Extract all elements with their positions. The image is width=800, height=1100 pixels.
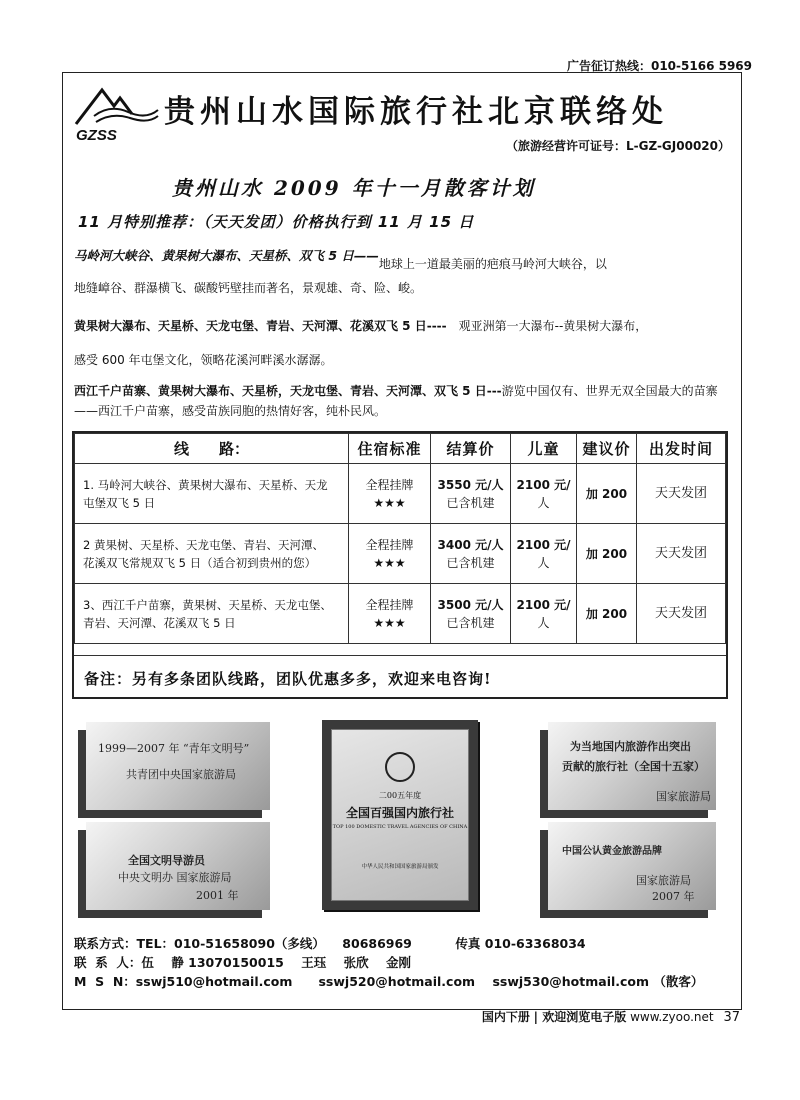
cert-youth-title: 1999—2007 年 “青年文明号” bbox=[98, 742, 250, 755]
page-footer: 国内下册 | 欢迎浏览电子版 www.zyoo.net 37 bbox=[481, 1010, 740, 1025]
table-note: 备注：另有多条团队线路，团队优惠多多，欢迎来电咨询! bbox=[84, 670, 492, 688]
license-number: （旅游经营许可证号：L-GZ-GJ00020） bbox=[505, 139, 730, 153]
footer-section: 国内下册 bbox=[481, 1010, 530, 1024]
cert-contribution-issuer: 国家旅游局 bbox=[656, 790, 711, 803]
plan-title: 贵州山水 2009 年十一月散客计划 bbox=[172, 176, 536, 200]
promo-3 bbox=[74, 381, 734, 421]
promo-2-route: 黄果树大瀑布、天星桥、天龙屯堡、青岩、天河潭、花溪双飞 5 日---- bbox=[74, 319, 447, 333]
promo-1-route: 马岭河大峡谷、黄果树大瀑布、天星桥、双飞 5 日—— bbox=[74, 248, 379, 263]
price-cell: 3550 元/人 已含机建 bbox=[431, 464, 511, 524]
promo-1-desc-2: 地缝嶂谷、群瀑横飞、碳酸钙壁挂而著名，景观雄、奇、险、峻。 bbox=[74, 281, 423, 295]
plaque-issuer: 中华人民共和国国家旅游局颁发 bbox=[361, 864, 439, 870]
page-number: 37 bbox=[723, 1010, 740, 1025]
child-cell: 2100 元/ 人 bbox=[511, 584, 577, 644]
promo-2 bbox=[74, 314, 734, 372]
company-logo bbox=[70, 82, 160, 144]
cert-civilized-guide bbox=[86, 822, 270, 910]
start-cell: 天天发团 bbox=[637, 524, 726, 584]
company-name: 贵州山水国际旅行社北京联络处 bbox=[164, 94, 668, 130]
table-header-row bbox=[75, 434, 726, 464]
footer-site-link[interactable]: www.zyoo.net bbox=[630, 1010, 714, 1024]
child-cell: 2100 元/ 人 bbox=[511, 464, 577, 524]
suggest-cell: 加 200 bbox=[577, 464, 637, 524]
promo-3-desc: 游览中国仅有、世界无双全国最大的苗寨——西江千户苗寨，感受苗族同胞的热情好客，纯朴民风。 bbox=[74, 384, 718, 418]
price-cell: 3500 元/人 已含机建 bbox=[431, 584, 511, 644]
table-row bbox=[75, 524, 726, 584]
hotel-cell: 全程挂牌 ★★★ bbox=[349, 524, 431, 584]
col-route: 线 路： bbox=[75, 434, 349, 464]
promo-2-desc: 观亚洲第一大瀑布--黄果树大瀑布， bbox=[458, 319, 648, 333]
promo-1 bbox=[74, 244, 734, 300]
cert-youth-civilization bbox=[86, 722, 270, 810]
cert-guide-title: 全国文明导游员 bbox=[128, 854, 205, 867]
col-start: 出发时间 bbox=[637, 434, 726, 464]
route-price-table bbox=[72, 431, 728, 699]
cert-guide-year: 2001 年 bbox=[196, 889, 239, 902]
promo-1-desc: 地球上一道最美丽的疤痕马岭河大峡谷，以 bbox=[378, 257, 607, 271]
route-cell: 2 黄果树、天星桥、天龙屯堡、青岩、天河潭、 花溪双飞常规双飞 5 日（适合初到贵州的您） bbox=[75, 524, 349, 584]
contact-msn: M S N：sswj510@hotmail.com sswj520@hotmail.com sswj530@hotmail.com （散客） bbox=[74, 974, 704, 989]
cert-golden-brand bbox=[548, 822, 716, 910]
logo-text: GZSS bbox=[76, 127, 117, 144]
plaque-emblem-icon bbox=[385, 752, 415, 782]
suggest-cell: 加 200 bbox=[577, 524, 637, 584]
cert-guide-issuer: 中央文明办 国家旅游局 bbox=[118, 871, 232, 884]
plaque-english: TOP 100 DOMESTIC TRAVEL AGENCIES OF CHINA bbox=[332, 824, 468, 830]
top100-plaque bbox=[322, 720, 478, 910]
col-hotel: 住宿标准 bbox=[349, 434, 431, 464]
special-recommendation: 11 月特别推荐：（天天发团）价格执行到 11 月 15 日 bbox=[78, 213, 475, 231]
start-cell: 天天发团 bbox=[637, 584, 726, 644]
contact-persons: 联 系 人：伍 静 13070150015 王珏 张欣 金刚 bbox=[74, 955, 412, 970]
table-row bbox=[75, 584, 726, 644]
cert-contribution bbox=[548, 722, 716, 810]
ad-hotline: 广告征订热线：010-5166 5969 bbox=[566, 59, 752, 73]
plaque-title: 全国百强国内旅行社 bbox=[345, 806, 454, 820]
cert-brand-issuer: 国家旅游局 bbox=[636, 874, 691, 887]
start-cell: 天天发团 bbox=[637, 464, 726, 524]
col-price: 结算价 bbox=[431, 434, 511, 464]
promo-3-route: 西江千户苗寨、黄果树大瀑布、天星桥，天龙屯堡、青岩、天河潭、双飞 5 日--- bbox=[74, 384, 502, 398]
hotel-cell: 全程挂牌 ★★★ bbox=[349, 584, 431, 644]
cert-youth-issuer: 共青团中央国家旅游局 bbox=[126, 768, 236, 781]
plaque-year: 二00五年度 bbox=[378, 791, 422, 800]
route-cell: 3、西江千户苗寨，黄果树、天星桥、天龙屯堡、 青岩、天河潭、花溪双飞 5 日 bbox=[75, 584, 349, 644]
cert-brand-year: 2007 年 bbox=[652, 890, 695, 903]
footer-slogan: 欢迎浏览电子版 bbox=[542, 1010, 627, 1024]
price-cell: 3400 元/人 已含机建 bbox=[431, 524, 511, 584]
child-cell: 2100 元/ 人 bbox=[511, 524, 577, 584]
col-child: 儿童 bbox=[511, 434, 577, 464]
cert-brand-title: 中国公认黄金旅游品牌 bbox=[562, 846, 662, 857]
route-cell: 1. 马岭河大峡谷、黄果树大瀑布、天星桥、天龙 屯堡双飞 5 日 bbox=[75, 464, 349, 524]
promo-2-desc-2: 感受 600 年屯堡文化，领略花溪河畔溪水潺潺。 bbox=[74, 353, 333, 367]
cert-contribution-line1: 为当地国内旅游作出突出 bbox=[570, 740, 691, 753]
suggest-cell: 加 200 bbox=[577, 584, 637, 644]
contact-phone: 联系方式：TEL：010-51658090（多线） 80686969 传真 010-63368034 bbox=[74, 936, 586, 951]
col-suggest: 建议价 bbox=[577, 434, 637, 464]
table-row bbox=[75, 464, 726, 524]
cert-contribution-line2: 贡献的旅行社（全国十五家） bbox=[562, 760, 705, 773]
hotel-cell: 全程挂牌 ★★★ bbox=[349, 464, 431, 524]
